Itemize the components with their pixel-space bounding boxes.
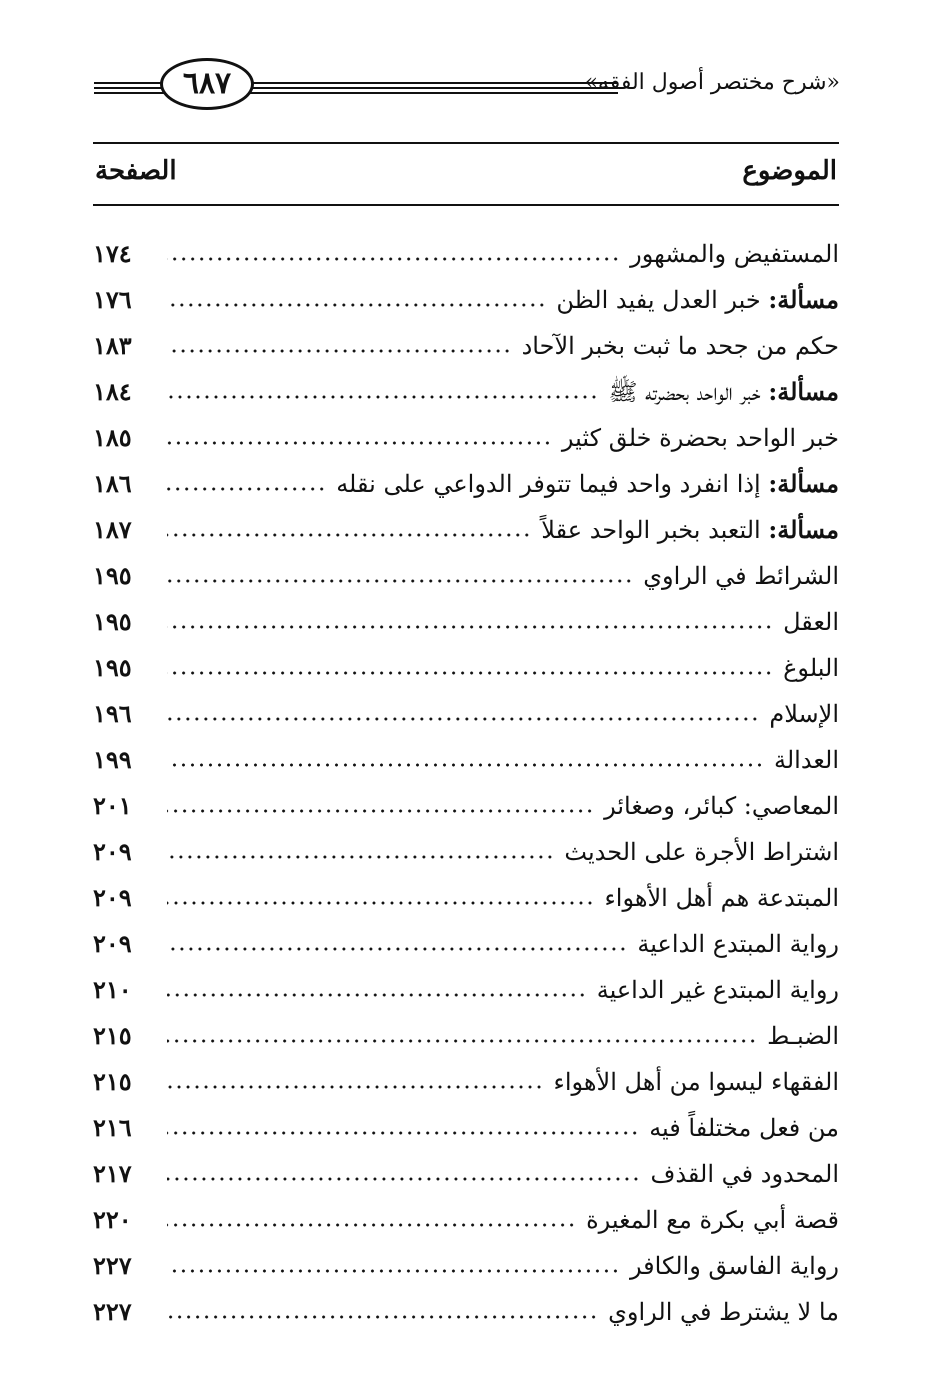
toc-entry-text: المبتدعة هم أهل الأهواء [604,884,839,912]
toc-entry-page: ١٩٩ [93,745,132,774]
contents-column-headings [93,142,839,206]
running-header [88,52,840,122]
toc-entry-page: ٢٢٧ [93,1297,132,1326]
toc-entry-title [773,656,839,680]
toc-entry [93,1013,839,1059]
toc-entry-page: ١٨٥ [93,423,132,452]
dot-leader [167,393,598,401]
toc-entry-page: ١٨٧ [93,515,132,544]
toc-entry-page: ٢٢٠ [93,1205,132,1234]
dot-leader [167,255,620,263]
toc-entry-text: المحدود في القذف [650,1160,839,1188]
toc-entry-text: قصة أبي بكرة مع المغيرة [586,1206,839,1234]
toc-entry-title [620,1254,839,1278]
toc-entry [93,1059,839,1105]
dot-leader [167,853,554,861]
toc-entry-text: خبر الواحد بحضرة خلق كثير [561,424,839,452]
toc-entry-title [598,377,839,406]
toc-entry [93,599,839,645]
toc-entry-text: رواية الفاسق والكافر [629,1252,839,1280]
toc-entry-label: مسألة: [768,285,839,314]
dot-leader [167,807,594,815]
toc-entry-title [512,334,839,358]
dot-leader [167,301,546,309]
toc-entry-title [576,1208,839,1232]
toc-entry [93,415,839,461]
toc-entry-text: خبر العدل يفيد الظن [556,286,761,314]
toc-entry [93,691,839,737]
toc-entry-text: ما لا يشترط في الراوي [608,1298,839,1326]
toc-entry-page: ٢١٠ [93,975,132,1004]
dot-leader [167,577,633,585]
toc-entry-text: من فعل مختلفاً فيه [649,1114,839,1142]
topic-column-heading: الموضوع [742,156,837,186]
dot-leader [167,669,773,677]
toc-entry [93,323,839,369]
toc-entry-text: الإسلام [769,700,839,728]
dot-leader [167,991,587,999]
toc-entry [93,369,839,415]
dot-leader [167,531,531,539]
toc-entry [93,829,839,875]
dot-leader [167,1037,757,1045]
toc-entry [93,553,839,599]
toc-entry-text: المعاصي: كبائر، وصغائر [604,792,839,820]
dot-leader [167,623,773,631]
toc-entry-text: العدالة [773,746,839,774]
toc-entry-title [759,702,839,726]
dot-leader [167,485,326,493]
toc-entry [93,507,839,553]
toc-entry-text: رواية المبتدع غير الداعية [596,976,839,1004]
dot-leader [167,1221,576,1229]
toc-entry-title [546,285,839,314]
toc-entry [93,1151,839,1197]
dot-leader [167,439,552,447]
toc-entry-title [633,564,839,588]
toc-entry [93,277,839,323]
toc-entry-page: ١٩٥ [93,561,132,590]
toc-entry-text: اشتراط الأجرة على الحديث [564,838,839,866]
toc-entry-text: الضبـط [767,1022,839,1050]
dot-leader [167,1267,620,1275]
toc-entry-title [627,932,839,956]
toc-entry-page: ١٨٣ [93,331,132,360]
dot-leader [167,945,627,953]
dot-leader [167,899,594,907]
toc-entry-title [620,242,839,266]
toc-entry-text: الشرائط في الراوي [643,562,839,590]
toc-entry-page: ١٨٤ [93,377,132,406]
toc-entry [93,1197,839,1243]
dot-leader [167,1129,639,1137]
toc-entry-title [552,426,839,450]
toc-entry-title [587,978,839,1002]
toc-entry [93,645,839,691]
toc-entry-text: رواية المبتدع الداعية [637,930,839,958]
toc-entry-label: مسألة: [768,377,839,406]
toc-entry-page: ١٨٦ [93,469,132,498]
toc-entry [93,1289,839,1335]
page-number-oval [160,58,254,110]
dot-leader [167,715,759,723]
toc-entry-title [594,794,839,818]
toc-entry [93,875,839,921]
toc-entry-text: التعبد بخبر الواحد عقلاً [541,516,761,544]
toc-entry-text: المستفيض والمشهور [630,240,839,268]
toc-entry [93,461,839,507]
toc-entry-text: حكم من جحد ما ثبت بخبر الآحاد [521,332,839,360]
toc-entry [93,967,839,1013]
dot-leader [167,1083,544,1091]
toc-entry-page: ١٧٦ [93,285,132,314]
toc-entry-page: ٢١٥ [93,1067,132,1096]
toc-entry-page: ١٩٦ [93,699,132,728]
toc-entry-title [554,840,839,864]
dot-leader [167,1313,598,1321]
toc-entry-page: ٢٢٧ [93,1251,132,1280]
toc-entry [93,1243,839,1289]
toc-entry-title [598,1300,839,1324]
toc-entry-title [531,515,839,544]
page-column-heading: الصفحة [95,156,177,186]
toc-entry-title [544,1070,839,1094]
dot-leader [167,761,764,769]
toc-entry-text: العقل [783,608,839,636]
toc-entry-page: ٢٠١ [93,791,132,820]
toc-entry-page: ١٩٥ [93,653,132,682]
toc-entry-title [639,1116,839,1140]
toc-entry-text: إذا انفرد واحد فيما تتوفر الدواعي على نقله [336,470,761,498]
toc-entry-title [757,1024,839,1048]
toc-entry-page: ٢١٦ [93,1113,132,1142]
toc-entry-title [326,469,839,498]
toc-entry-page: ٢١٧ [93,1159,132,1188]
toc-entry-title [640,1162,839,1186]
toc-entry-page: ١٧٤ [93,239,132,268]
toc-entry [93,231,839,277]
toc-entry-page: ٢٠٩ [93,929,132,958]
toc-entry [93,783,839,829]
toc-entry-page: ٢١٥ [93,1021,132,1050]
dot-leader [167,347,512,355]
toc-entry-page: ٢٠٩ [93,883,132,912]
toc-entry [93,1105,839,1151]
toc-entry-page: ١٩٥ [93,607,132,636]
toc-entry-label: مسألة: [768,469,839,498]
toc-entry-page: ٢٠٩ [93,837,132,866]
toc-entry [93,921,839,967]
toc-entry-title [764,748,839,772]
contents-list [93,231,839,1335]
toc-entry-title [773,610,839,634]
toc-entry [93,737,839,783]
page-number: ٦٨٧ [182,66,232,101]
toc-entry-text: خبر الواحد بحضرته ﷺ [608,378,761,406]
toc-entry-text: الفقهاء ليسوا من أهل الأهواء [553,1068,839,1096]
toc-entry-label: مسألة: [768,515,839,544]
toc-entry-title [594,886,839,910]
toc-entry-text: البلوغ [783,654,839,682]
dot-leader [167,1175,640,1183]
book-title: «شرح مختصر أصول الفقه» [584,70,840,95]
